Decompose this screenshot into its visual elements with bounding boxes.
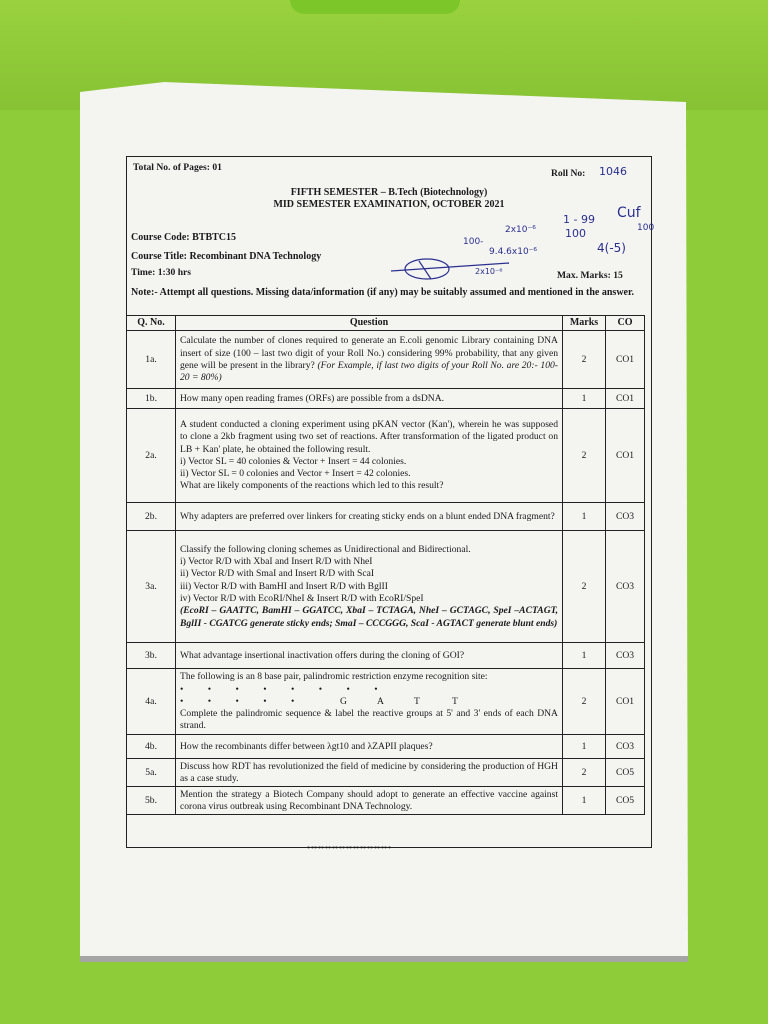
- question-2a: [176, 409, 563, 503]
- time: Time: 1:30 hrs: [131, 267, 192, 278]
- header-qno: Q. No.: [127, 316, 176, 331]
- background-cloth: [290, 0, 460, 14]
- table-row: [127, 735, 645, 759]
- qno-5a: 5a.: [127, 759, 176, 787]
- qno-2a: 2a.: [127, 409, 176, 503]
- question-5b: Mention the strategy a Biotech Company should adopt to generate an effective vaccine against corona virus outbreak using Recombinant DNA Technology.: [176, 787, 563, 815]
- co-1b: CO1: [606, 389, 645, 409]
- sequence-row: [180, 696, 558, 708]
- footer-stars: ************************: [307, 845, 391, 853]
- question-4a: [176, 669, 563, 735]
- table-row: [127, 643, 645, 669]
- question-4a-text: The following is an 8 base pair, palindromic restriction enzyme recognition site:: [180, 671, 488, 683]
- marks-5b: 1: [563, 787, 606, 815]
- co-3a: CO3: [606, 531, 645, 643]
- question-3a: [176, 531, 563, 643]
- table-row: [127, 331, 645, 389]
- handwriting-b: 100: [565, 227, 586, 240]
- qno-3a: 3a.: [127, 531, 176, 643]
- marks-3a: 2: [563, 531, 606, 643]
- sequence-base-1: G: [340, 695, 347, 707]
- question-3a-ii: ii) Vector R/D with SmaI and Insert R/D with ScaI: [180, 568, 375, 580]
- handwriting-i: 2x10⁻⁶: [475, 267, 503, 276]
- qno-3b: 3b.: [127, 643, 176, 669]
- co-4a: CO1: [606, 669, 645, 735]
- handwriting-h: 9.4.6x10⁻⁶: [489, 247, 538, 257]
- marks-4a: 2: [563, 669, 606, 735]
- co-4b: CO3: [606, 735, 645, 759]
- handwriting-scribble: [387, 253, 517, 291]
- sequence-dots-top: • • • • • • • •: [180, 683, 380, 695]
- table-row: [127, 503, 645, 531]
- question-table: [126, 315, 645, 815]
- exam-sheet: [126, 156, 655, 853]
- co-5b: CO5: [606, 787, 645, 815]
- note: Note:- Attempt all questions. Missing data/information (if any) may be suitably assumed and mentioned in the answer.: [131, 287, 634, 298]
- table-header-row: [127, 316, 645, 331]
- qno-1b: 1b.: [127, 389, 176, 409]
- course-code: Course Code: BTBTC15: [131, 232, 237, 243]
- question-3a-iv: iv) Vector R/D with EcoRI/NheI & Insert R/D with EcoRI/SpeI: [180, 592, 424, 604]
- question-1a: [176, 331, 563, 389]
- handwriting-a: 1 - 99: [563, 213, 595, 226]
- header-question: Question: [176, 316, 563, 331]
- roll-no-label: Roll No:: [551, 168, 586, 179]
- qno-4a: 4a.: [127, 669, 176, 735]
- header-marks: Marks: [563, 316, 606, 331]
- handwriting-f: 100-: [463, 237, 484, 247]
- handwriting-c: Cuf: [617, 205, 641, 221]
- marks-1a: 2: [563, 331, 606, 389]
- marks-2b: 1: [563, 503, 606, 531]
- course-title: Course Title: Recombinant DNA Technology: [131, 251, 322, 262]
- roll-no-value: 1046: [599, 165, 627, 178]
- question-2b: Why adapters are preferred over linkers for creating sticky ends on a blunt ended DNA fragment?: [176, 503, 563, 531]
- table-row: [127, 409, 645, 503]
- marks-2a: 2: [563, 409, 606, 503]
- question-3b: What advantage insertional inactivation offers during the cloning of GOI?: [176, 643, 563, 669]
- question-4a-end: Complete the palindromic sequence & label the reactive groups at 5' and 3' ends of each DNA strand.: [180, 707, 558, 732]
- question-1b: How many open reading frames (ORFs) are possible from a dsDNA.: [176, 389, 563, 409]
- question-5a: Discuss how RDT has revolutionized the field of medicine by considering the production of HGH as a case study.: [176, 759, 563, 787]
- co-3b: CO3: [606, 643, 645, 669]
- co-2b: CO3: [606, 503, 645, 531]
- marks-5a: 2: [563, 759, 606, 787]
- qno-5b: 5b.: [127, 787, 176, 815]
- marks-1b: 1: [563, 389, 606, 409]
- question-3a-text: Classify the following cloning schemes as Unidirectional and Bidirectional.: [180, 543, 471, 555]
- question-3a-i: i) Vector R/D with XbaI and Insert R/D with NheI: [180, 556, 373, 568]
- question-2a-ii: ii) Vector SL = 0 colonies and Vector + Insert = 42 colonies.: [180, 468, 411, 480]
- question-2a-end: What are likely components of the reactions which led to this result?: [180, 480, 444, 492]
- sequence-base-4: T: [452, 695, 458, 707]
- co-2a: CO1: [606, 409, 645, 503]
- question-2a-i: i) Vector SL = 40 colonies & Vector + Insert = 44 colonies.: [180, 455, 407, 467]
- marks-3b: 1: [563, 643, 606, 669]
- total-pages: Total No. of Pages: 01: [133, 162, 222, 173]
- table-row: [127, 669, 645, 735]
- marks-4b: 1: [563, 735, 606, 759]
- co-1a: CO1: [606, 331, 645, 389]
- co-5a: CO5: [606, 759, 645, 787]
- sequence-base-3: T: [414, 695, 420, 707]
- question-1a-text: Calculate the number of clones required to generate an E.coli genomic Library containing DNA insert of size (100 – last two digit of your Roll No.) considering 99% probability, that any given gene will be present in the library?: [180, 335, 558, 371]
- header-co: CO: [606, 316, 645, 331]
- handwriting-g: 4(-5): [597, 241, 626, 255]
- qno-4b: 4b.: [127, 735, 176, 759]
- table-row: [127, 759, 645, 787]
- table-row: [127, 531, 645, 643]
- question-1a-note: (For Example, if last two digits of your Roll No. are 20:- 100-20 = 80%): [180, 359, 558, 384]
- semester-title: FIFTH SEMESTER – B.Tech (Biotechnology): [290, 187, 488, 198]
- qno-1a: 1a.: [127, 331, 176, 389]
- question-2a-text: A student conducted a cloning experiment using pKAN vector (Kan'), wherein he was supposed to clone a 2kb fragment using two set of reactions. After transformation of the ligated product on LB + Kan' plate, he obtained the following result.: [180, 418, 558, 455]
- handwriting-e: 2x10⁻⁶: [505, 225, 536, 235]
- paper-bottom-edge: [80, 956, 688, 962]
- handwriting-d: 100: [637, 223, 655, 233]
- table-row: [127, 787, 645, 815]
- qno-2b: 2b.: [127, 503, 176, 531]
- question-3a-end: (EcoRI – GAATTC, BamHI – GGATCC, XbaI – TCTAGA, NheI – GCTAGC, SpeI –ACTAGT, BglII - CGATCG generate sticky ends; SmaI – CCCGGG, ScaI - AGTACT generate blunt ends): [180, 605, 558, 629]
- question-3a-iii: iii) Vector R/D with BamHI and Insert R/D with BglII: [180, 580, 388, 592]
- exam-title: MID SEMESTER EXAMINATION, OCTOBER 2021: [273, 199, 505, 210]
- sequence-base-2: A: [377, 695, 384, 707]
- question-4b: How the recombinants differ between λgt10 and λZAPII plaques?: [176, 735, 563, 759]
- max-marks: Max. Marks: 15: [557, 270, 623, 281]
- sequence-dots-bottom: • • • • •: [180, 695, 297, 707]
- table-row: [127, 389, 645, 409]
